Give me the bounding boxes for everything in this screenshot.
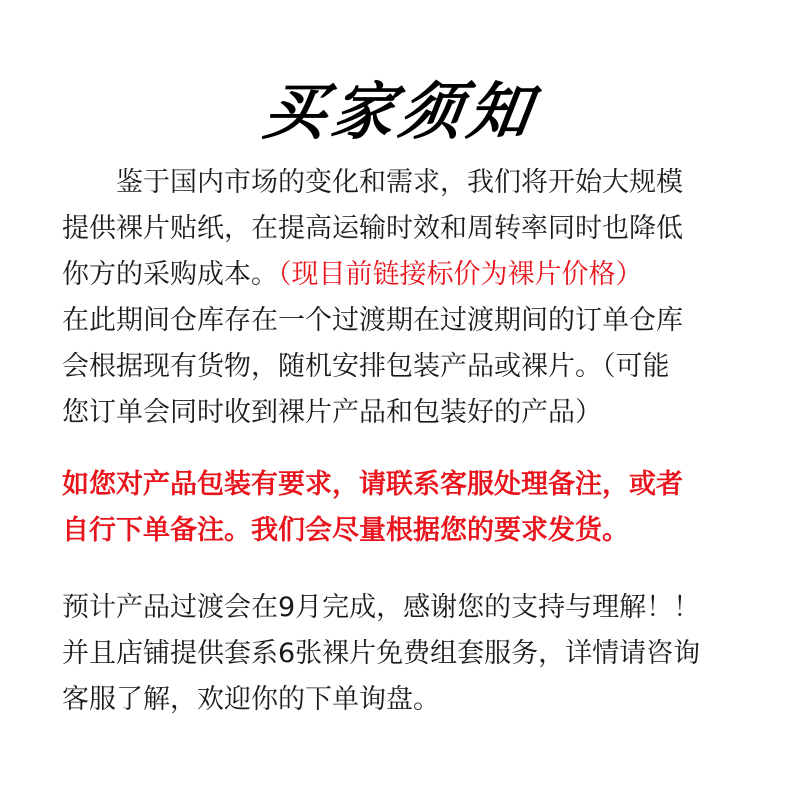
intro-paragraph [62, 160, 752, 436]
price-note: （现目前链接标价为裸片价格） [278, 259, 643, 290]
intro-line-4: 在此期间仓库存在一个过渡期在过渡期间的订单仓库 [62, 305, 683, 336]
page-title: 买家须知 [258, 75, 542, 148]
intro-line-6: 您订单会同时收到裸片产品和包装好的产品） [62, 397, 602, 428]
closing-line-3: 客服了解，欢迎你的下单询盘。 [62, 684, 440, 715]
notice-line-1: 如您对产品包装有要求，请联系客服处理备注，或者 [62, 469, 683, 500]
intro-line-2: 提供裸片贴纸，在提高运输时效和周转率同时也降低 [62, 213, 683, 244]
intro-line-5: 会根据现有货物，随机安排包装产品或裸片。（可能 [62, 351, 670, 382]
closing-line-1: 预计产品过渡会在9月完成，感谢您的支持与理解！！ [62, 592, 701, 623]
intro-line-3 [62, 252, 752, 298]
packaging-notice [62, 462, 752, 554]
closing-line-2: 并且店铺提供套系6张裸片免费组套服务，详情请咨询 [62, 638, 701, 669]
notice-line-2: 自行下单备注。我们会尽量根据您的要求发货。 [62, 515, 629, 546]
closing-paragraph [62, 585, 752, 723]
intro-line-3-text: 你方的采购成本。 [62, 259, 278, 290]
intro-line-1: 鉴于国内市场的变化和需求，我们将开始大规模 [116, 167, 683, 198]
